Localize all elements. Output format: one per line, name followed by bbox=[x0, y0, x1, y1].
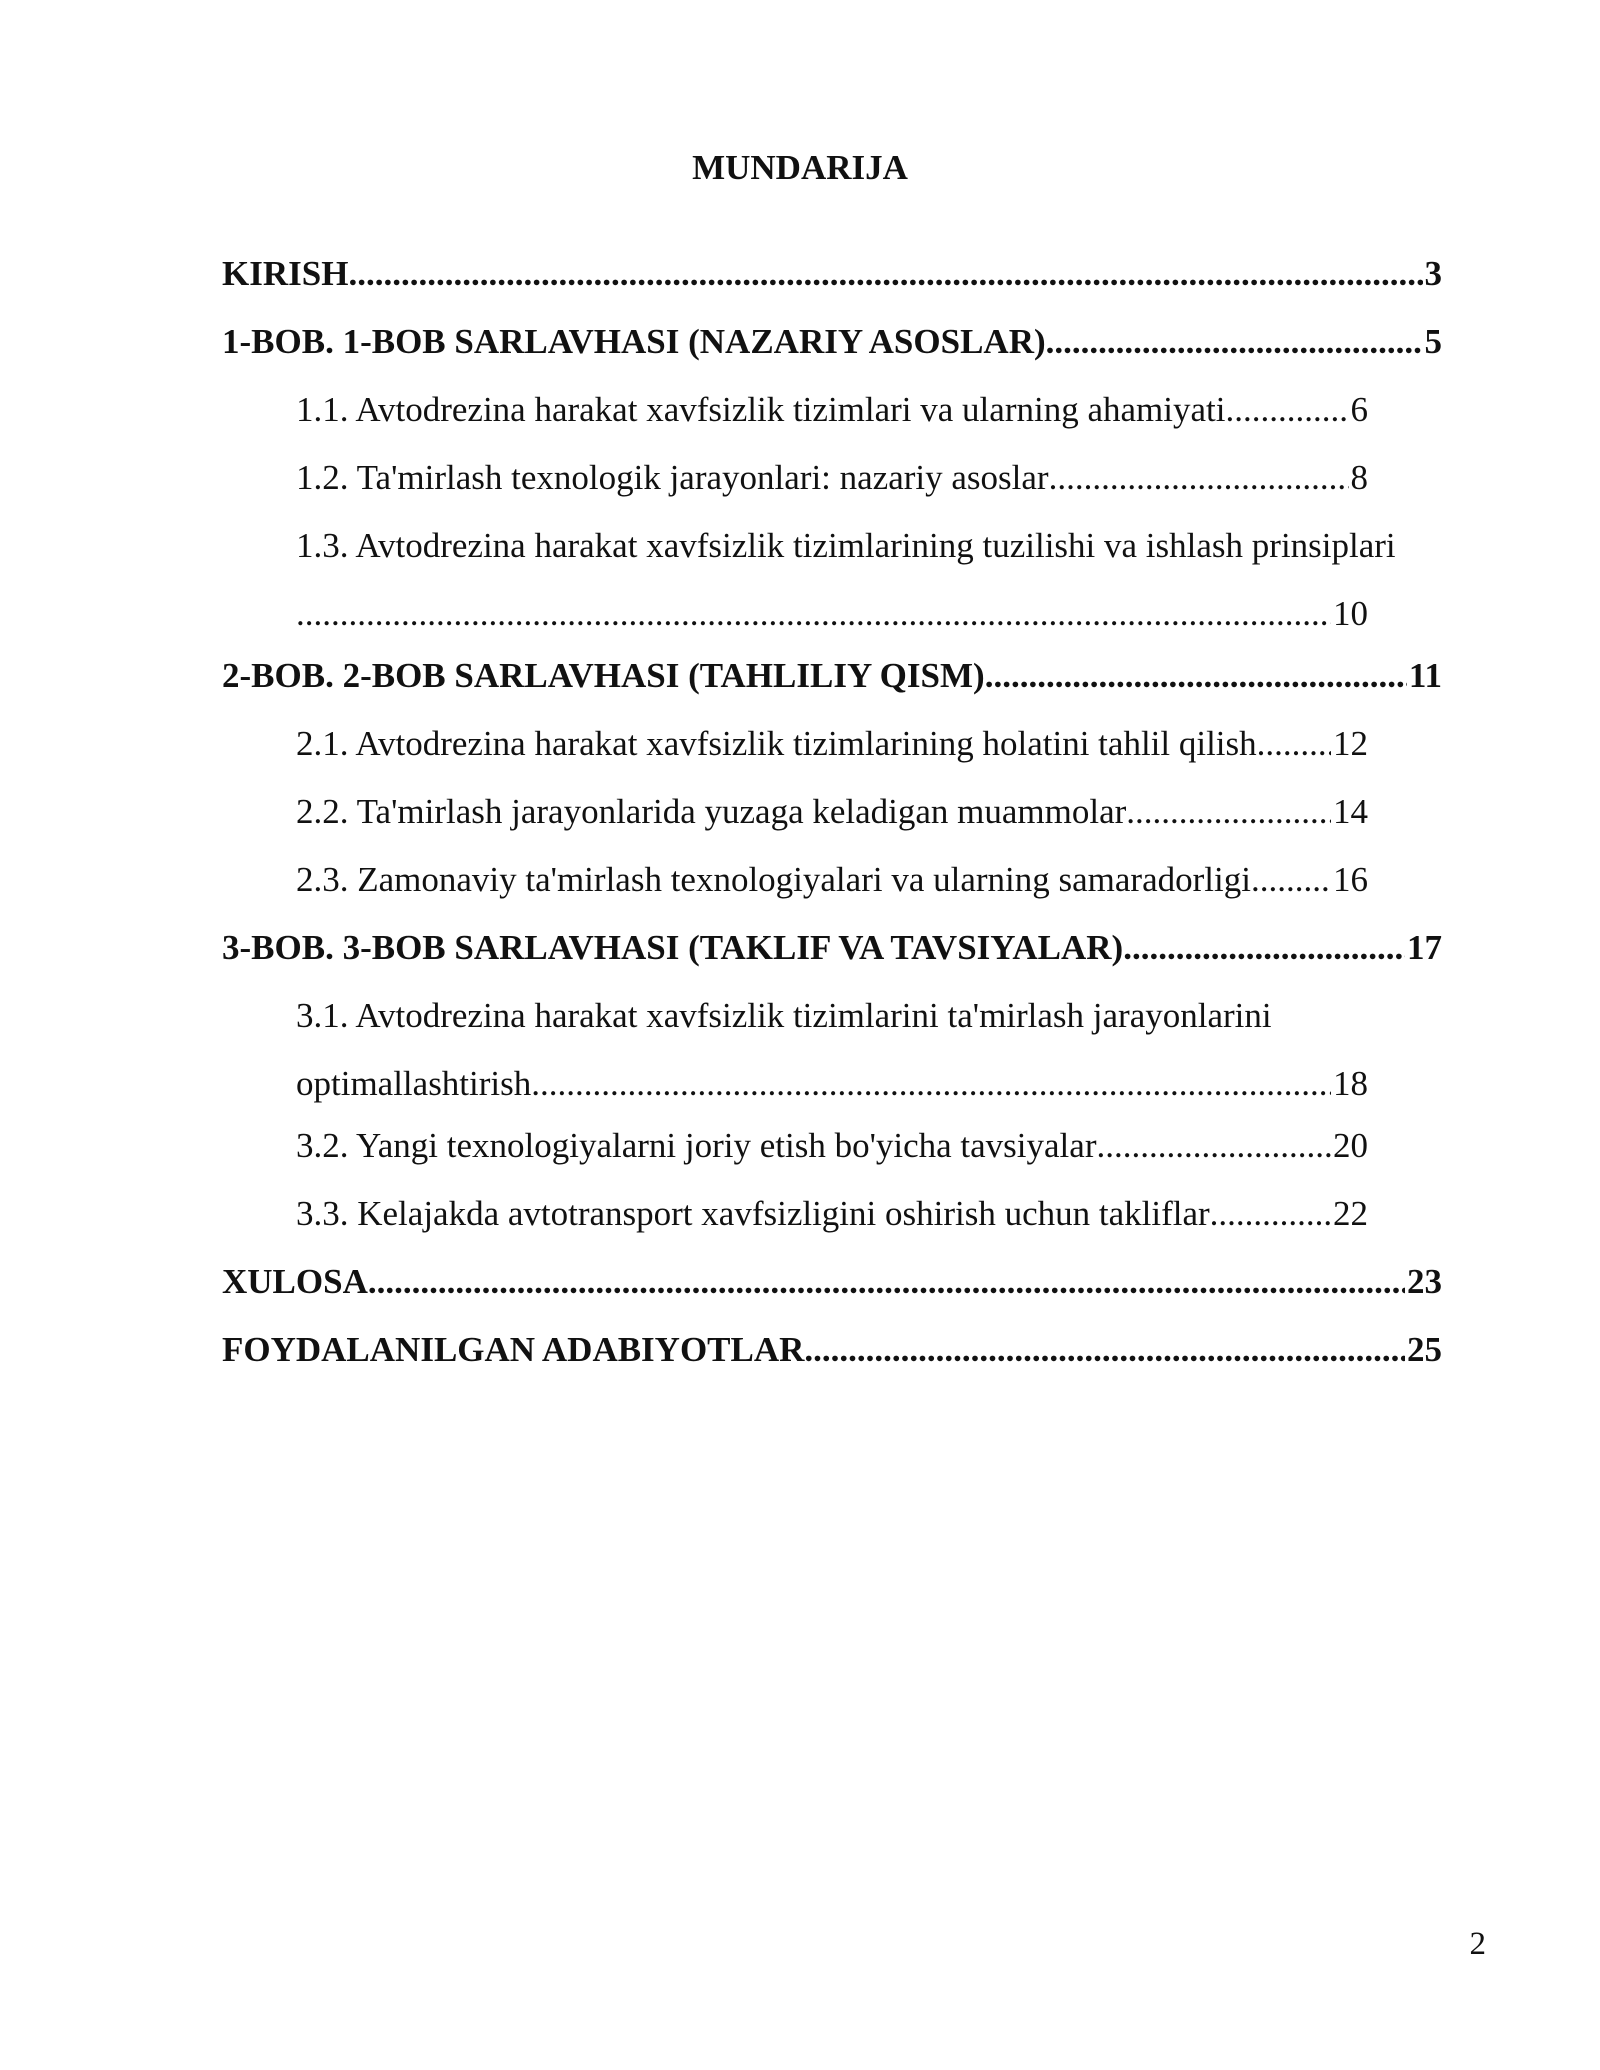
toc-leader-dots bbox=[368, 1248, 1405, 1316]
toc-entry-section-3-2[interactable] bbox=[296, 1112, 1368, 1180]
toc-entry-title: 2-BOB. 2-BOB SARLAVHASI (TAHLILIY QISM) bbox=[222, 656, 985, 695]
toc-entry-title: 3.2. Yangi texnologiyalarni joriy etish bo'yicha tavsiyalar bbox=[296, 1126, 1097, 1165]
toc-leader-dots bbox=[1126, 778, 1331, 846]
toc-entry-section-1-1[interactable] bbox=[296, 376, 1368, 444]
toc-entry-page: 5 bbox=[1424, 322, 1442, 361]
toc-entry-page: 8 bbox=[1350, 458, 1368, 497]
toc-leader-dots bbox=[1225, 376, 1348, 444]
toc-leader-dots bbox=[1251, 846, 1331, 914]
toc-leader-dots bbox=[1257, 710, 1331, 778]
toc-entry-page: 3 bbox=[1424, 254, 1442, 293]
toc-entry-page: 25 bbox=[1407, 1330, 1442, 1369]
toc-entry-title: 2.3. Zamonaviy ta'mirlash texnologiyalari va ularning samaradorligi bbox=[296, 860, 1251, 899]
toc-entry-title: 1.3. Avtodrezina harakat xavfsizlik tizimlarining tuzilishi va ishlash prinsiplari bbox=[296, 526, 1396, 565]
toc-entry-page: 22 bbox=[1333, 1194, 1368, 1233]
toc-entry-page: 23 bbox=[1407, 1262, 1442, 1301]
toc-entry-chapter-1[interactable] bbox=[222, 308, 1442, 376]
toc-entry-section-2-3[interactable] bbox=[296, 846, 1368, 914]
toc-entry-adabiyotlar[interactable] bbox=[222, 1316, 1442, 1384]
toc-leader-dots bbox=[1046, 308, 1423, 376]
toc-entry-section-3-3[interactable] bbox=[296, 1180, 1368, 1248]
toc-entry-page: 16 bbox=[1333, 860, 1368, 899]
table-of-contents bbox=[222, 240, 1442, 1384]
toc-leader-dots bbox=[1210, 1180, 1331, 1248]
toc-entry-xulosa[interactable] bbox=[222, 1248, 1442, 1316]
toc-entry-title: 2.1. Avtodrezina harakat xavfsizlik tizimlarining holatini tahlil qilish bbox=[296, 724, 1257, 763]
toc-entry-title: 1-BOB. 1-BOB SARLAVHASI (NAZARIY ASOSLAR) bbox=[222, 322, 1046, 361]
toc-entry-title: 3.3. Kelajakda avtotransport xavfsizligini oshirish uchun takliflar bbox=[296, 1194, 1210, 1233]
toc-entry-page: 17 bbox=[1407, 928, 1442, 967]
toc-entry-chapter-2[interactable] bbox=[222, 642, 1442, 710]
toc-entry-page: 11 bbox=[1408, 656, 1442, 695]
toc-entry-title-continued: optimallashtirish bbox=[296, 1064, 532, 1103]
page-number: 2 bbox=[1469, 1926, 1486, 1962]
toc-leader-dots bbox=[1096, 1112, 1331, 1180]
toc-entry-page: 10 bbox=[1333, 594, 1368, 633]
toc-leader-dots bbox=[296, 580, 1331, 648]
toc-entry-section-2-2[interactable] bbox=[296, 778, 1368, 846]
toc-entry-section-3-1[interactable] bbox=[296, 982, 1368, 1112]
toc-entry-page: 12 bbox=[1333, 724, 1368, 763]
toc-entry-title: 1.2. Ta'mirlash texnologik jarayonlari: nazariy asoslar bbox=[296, 458, 1049, 497]
toc-entry-section-1-3[interactable] bbox=[296, 512, 1442, 642]
toc-entry-page: 18 bbox=[1333, 1064, 1368, 1103]
toc-entry-title: 3-BOB. 3-BOB SARLAVHASI (TAKLIF VA TAVSIYALAR) bbox=[222, 928, 1124, 967]
toc-entry-section-1-2[interactable] bbox=[296, 444, 1368, 512]
toc-leader-dots bbox=[531, 1050, 1331, 1118]
toc-entry-page: 6 bbox=[1350, 390, 1368, 429]
toc-leader-dots bbox=[985, 642, 1407, 710]
toc-entry-title: 1.1. Avtodrezina harakat xavfsizlik tizimlari va ularning ahamiyati bbox=[296, 390, 1226, 429]
toc-entry-page: 20 bbox=[1333, 1126, 1368, 1165]
toc-entry-kirish[interactable] bbox=[222, 240, 1442, 308]
toc-entry-title: FOYDALANILGAN ADABIYOTLAR bbox=[222, 1330, 805, 1369]
toc-leader-dots bbox=[1049, 444, 1349, 512]
toc-entry-title: XULOSA bbox=[222, 1262, 368, 1301]
toc-entry-page: 14 bbox=[1333, 792, 1368, 831]
toc-entry-chapter-3[interactable] bbox=[222, 914, 1442, 982]
toc-leader-dots bbox=[348, 240, 1422, 308]
page-title: MUNDARIJA bbox=[692, 148, 908, 187]
toc-leader-dots bbox=[804, 1316, 1405, 1384]
toc-entry-title: 2.2. Ta'mirlash jarayonlarida yuzaga keladigan muammolar bbox=[296, 792, 1127, 831]
toc-entry-section-2-1[interactable] bbox=[296, 710, 1368, 778]
toc-entry-title: 3.1. Avtodrezina harakat xavfsizlik tizimlarini ta'mirlash jarayonlarini bbox=[296, 996, 1272, 1035]
toc-entry-title: KIRISH bbox=[222, 254, 349, 293]
toc-leader-dots bbox=[1123, 914, 1405, 982]
